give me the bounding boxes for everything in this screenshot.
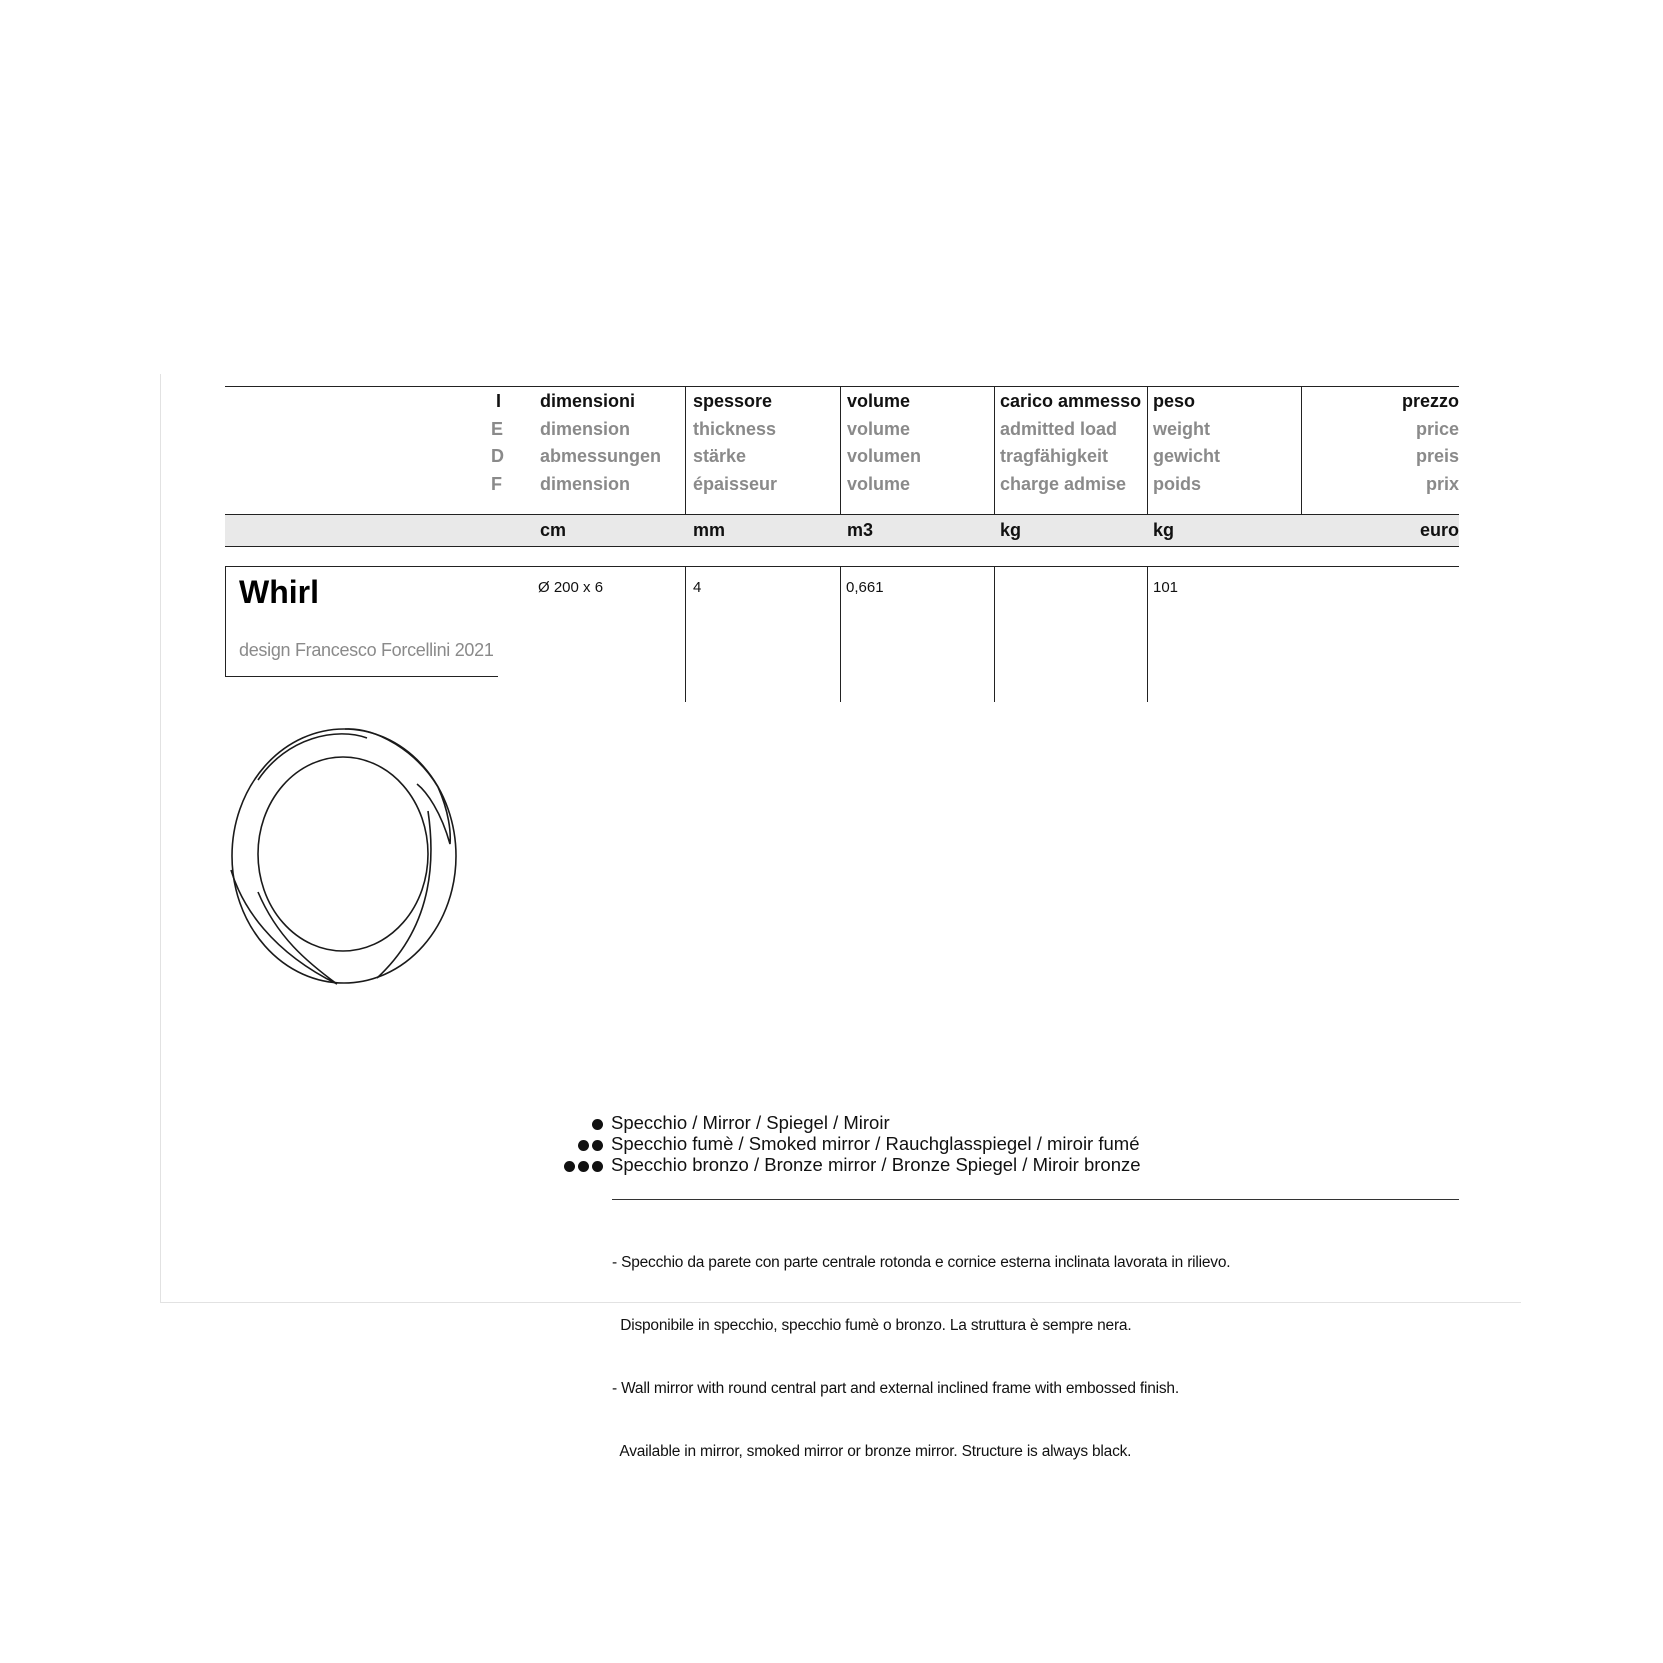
column-label: dimension — [540, 473, 631, 494]
column-label: prix — [1425, 473, 1459, 494]
finish-dots-icon — [547, 1133, 603, 1155]
column-label: charge admise — [1000, 473, 1127, 494]
column-label: volume — [847, 418, 911, 439]
column-label: dimensioni — [540, 391, 636, 411]
column-header-volume — [847, 388, 921, 498]
column-label: stärke — [693, 446, 747, 466]
header-divider — [994, 386, 995, 514]
unit-label: mm — [693, 520, 726, 540]
finish-dots-icon — [547, 1112, 603, 1134]
unit-band — [225, 515, 1459, 547]
finish-mirror — [547, 1112, 890, 1134]
column-label: weight — [1153, 418, 1210, 439]
column-header-thickness — [693, 388, 777, 498]
lang-code: I — [495, 391, 501, 411]
lang-code: F — [491, 473, 502, 494]
cell-dimensions: Ø 200 x 6 — [538, 579, 604, 596]
column-label: volumen — [847, 446, 922, 466]
column-label: poids — [1153, 473, 1201, 494]
unit-label: m3 — [847, 520, 874, 540]
product-designer: design Francesco Forcellini 2021 — [239, 640, 494, 660]
header-divider — [840, 386, 841, 514]
product-name: Whirl — [239, 574, 319, 610]
column-label: thickness — [693, 418, 777, 439]
cell-volume: 0,661 — [846, 579, 884, 596]
finish-label: Specchio bronzo / Bronze mirror / Bronze Spiegel / Miroir bronze — [611, 1154, 1141, 1175]
row-divider — [1147, 566, 1148, 702]
description-line: Available in mirror, smoked mirror or bronze mirror. Structure is always black. — [612, 1443, 1132, 1460]
description-line: - Wall mirror with round central part and external inclined frame with embossed finish. — [612, 1380, 1179, 1397]
finish-label: Specchio / Mirror / Spiegel / Miroir — [611, 1112, 890, 1133]
header-divider — [1147, 386, 1148, 514]
unit-label: cm — [540, 520, 567, 540]
mirror-inner-glass — [258, 757, 428, 951]
unit-label: euro — [1419, 520, 1459, 540]
column-label: abmessungen — [540, 446, 662, 466]
finish-smoked-mirror — [547, 1133, 1139, 1155]
column-label: preis — [1415, 446, 1459, 466]
column-header-weight — [1153, 388, 1220, 498]
lang-code: D — [491, 446, 504, 466]
column-label: gewicht — [1153, 446, 1221, 466]
unit-label: kg — [1000, 520, 1022, 540]
header-top-rule — [225, 386, 1459, 387]
column-label: carico ammesso — [1000, 391, 1142, 411]
mirror-swirl-edge — [231, 870, 337, 984]
cell-thickness: 4 — [693, 579, 702, 596]
column-label: volume — [847, 391, 911, 411]
description-line: Disponibile in specchio, specchio fumè o bronzo. La struttura è sempre nera. — [612, 1317, 1132, 1334]
column-label: prezzo — [1401, 391, 1459, 411]
finish-label: Specchio fumè / Smoked mirror / Rauchglasspiegel / miroir fumé — [611, 1133, 1140, 1154]
row-divider — [840, 566, 841, 702]
column-header-price — [1321, 388, 1459, 498]
finish-dots-icon — [547, 1154, 603, 1176]
language-codes — [491, 388, 504, 498]
column-label: peso — [1153, 391, 1196, 411]
column-label: price — [1415, 418, 1459, 439]
price-list-sheet — [160, 374, 1521, 1460]
cell-weight: 101 — [1153, 579, 1179, 596]
lang-code: E — [491, 418, 504, 439]
description-rule — [612, 1199, 1459, 1200]
mirror-drawing — [227, 722, 467, 992]
column-header-dimensions — [540, 388, 661, 498]
row-divider — [685, 566, 686, 702]
header-divider — [685, 386, 686, 514]
column-label: dimension — [540, 418, 631, 439]
unit-label: kg — [1153, 520, 1175, 540]
column-label: admitted load — [1000, 418, 1118, 439]
finish-bronze-mirror — [547, 1154, 1141, 1176]
column-label: spessore — [693, 391, 773, 411]
column-label: épaisseur — [693, 473, 778, 494]
column-label: tragfähigkeit — [1000, 446, 1109, 466]
row-divider — [994, 566, 995, 702]
mirror-swirl-edge — [377, 811, 431, 978]
product-description — [612, 1210, 1230, 1504]
column-header-admitted-load — [1000, 388, 1141, 498]
mirror-swirl-edge — [345, 729, 450, 844]
description-line: - Specchio da parete con parte centrale rotonda e cornice esterna inclinata lavorata in rilievo. — [612, 1254, 1231, 1271]
header-divider — [1301, 386, 1302, 514]
column-label: volume — [847, 473, 911, 494]
